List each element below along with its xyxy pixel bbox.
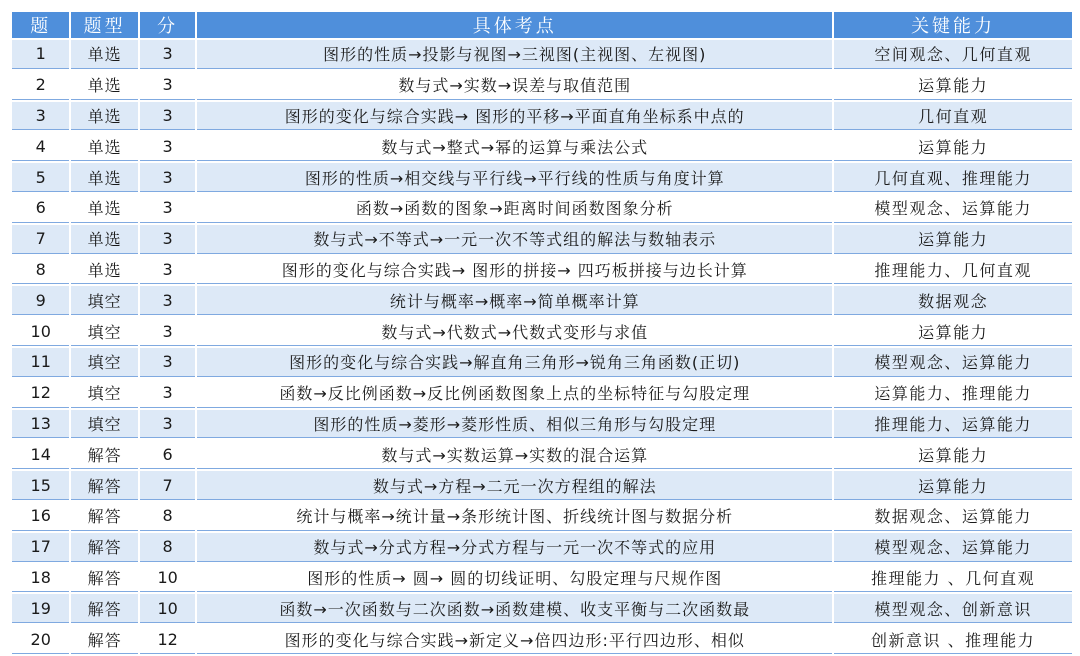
question-type-cell: 单选 [71,256,138,285]
key-ability-cell: 运算能力 [834,71,1072,100]
question-type-cell: 填空 [71,410,138,439]
question-type-cell: 填空 [71,317,138,346]
question-type-cell: 解答 [71,564,138,593]
table-row [12,102,1072,131]
key-ability-cell: 模型观念、运算能力 [834,194,1072,223]
key-ability-cell: 推理能力、运算能力 [834,410,1072,439]
question-number-cell: 16 [12,502,69,531]
table-row [12,71,1072,100]
score-cell: 6 [140,440,195,469]
question-number-cell: 19 [12,594,69,623]
table-row [12,594,1072,623]
table-row [12,471,1072,500]
question-number-cell: 1 [12,40,69,69]
topic-cell: 数与式→整式→幂的运算与乘法公式 [197,132,832,161]
question-number-cell: 3 [12,102,69,131]
question-number-cell: 14 [12,440,69,469]
topic-cell: 数与式→方程→二元一次方程组的解法 [197,471,832,500]
key-ability-cell: 空间观念、几何直观 [834,40,1072,69]
topic-cell: 数与式→实数→误差与取值范围 [197,71,832,100]
key-ability-cell: 运算能力、推理能力 [834,379,1072,408]
topic-cell: 图形的变化与综合实践→ 图形的拼接→ 四巧板拼接与边长计算 [197,256,832,285]
score-cell: 10 [140,564,195,593]
question-type-cell: 解答 [71,502,138,531]
header-score: 分 [140,12,195,38]
topic-cell: 函数→函数的图象→距离时间函数图象分析 [197,194,832,223]
question-type-cell: 单选 [71,102,138,131]
header-question-type: 题型 [71,12,138,38]
topic-cell: 图形的性质→ 圆→ 圆的切线证明、勾股定理与尺规作图 [197,564,832,593]
exam-analysis-table [10,10,1074,656]
topic-cell: 数与式→不等式→一元一次不等式组的解法与数轴表示 [197,225,832,254]
topic-cell: 函数→反比例函数→反比例函数图象上点的坐标特征与勾股定理 [197,379,832,408]
question-type-cell: 解答 [71,440,138,469]
topic-cell: 数与式→代数式→代数式变形与求值 [197,317,832,346]
topic-cell: 图形的性质→投影与视图→三视图(主视图、左视图) [197,40,832,69]
key-ability-cell: 创新意识 、推理能力 [834,625,1072,654]
key-ability-cell: 运算能力 [834,225,1072,254]
key-ability-cell: 模型观念、运算能力 [834,533,1072,562]
table-row [12,317,1072,346]
key-ability-cell: 几何直观、推理能力 [834,163,1072,192]
question-type-cell: 解答 [71,594,138,623]
question-number-cell: 5 [12,163,69,192]
key-ability-cell: 数据观念 [834,286,1072,315]
table-row [12,225,1072,254]
question-type-cell: 解答 [71,625,138,654]
score-cell: 3 [140,225,195,254]
score-cell: 3 [140,348,195,377]
question-number-cell: 17 [12,533,69,562]
question-type-cell: 单选 [71,194,138,223]
table-row [12,286,1072,315]
score-cell: 10 [140,594,195,623]
question-type-cell: 单选 [71,40,138,69]
exam-analysis-table-wrapper [10,10,1074,656]
table-row [12,163,1072,192]
key-ability-cell: 模型观念、创新意识 [834,594,1072,623]
question-type-cell: 单选 [71,163,138,192]
topic-cell: 函数→一次函数与二次函数→函数建模、收支平衡与二次函数最 [197,594,832,623]
table-body [12,40,1072,654]
question-number-cell: 11 [12,348,69,377]
question-type-cell: 填空 [71,379,138,408]
table-row [12,440,1072,469]
question-number-cell: 10 [12,317,69,346]
topic-cell: 图形的变化与综合实践→解直角三角形→锐角三角函数(正切) [197,348,832,377]
score-cell: 8 [140,533,195,562]
key-ability-cell: 数据观念、运算能力 [834,502,1072,531]
question-number-cell: 9 [12,286,69,315]
question-number-cell: 13 [12,410,69,439]
question-number-cell: 20 [12,625,69,654]
score-cell: 3 [140,194,195,223]
key-ability-cell: 推理能力、几何直观 [834,256,1072,285]
score-cell: 3 [140,132,195,161]
score-cell: 3 [140,40,195,69]
score-cell: 3 [140,102,195,131]
table-row [12,194,1072,223]
table-row [12,256,1072,285]
question-number-cell: 12 [12,379,69,408]
question-number-cell: 15 [12,471,69,500]
key-ability-cell: 几何直观 [834,102,1072,131]
question-number-cell: 18 [12,564,69,593]
key-ability-cell: 运算能力 [834,132,1072,161]
question-number-cell: 6 [12,194,69,223]
score-cell: 7 [140,471,195,500]
score-cell: 3 [140,317,195,346]
topic-cell: 图形的性质→相交线与平行线→平行线的性质与角度计算 [197,163,832,192]
score-cell: 12 [140,625,195,654]
question-number-cell: 2 [12,71,69,100]
table-row [12,625,1072,654]
topic-cell: 统计与概率→概率→简单概率计算 [197,286,832,315]
score-cell: 8 [140,502,195,531]
score-cell: 3 [140,410,195,439]
key-ability-cell: 运算能力 [834,471,1072,500]
score-cell: 3 [140,286,195,315]
key-ability-cell: 推理能力 、几何直观 [834,564,1072,593]
question-number-cell: 7 [12,225,69,254]
topic-cell: 数与式→分式方程→分式方程与一元一次不等式的应用 [197,533,832,562]
table-row [12,132,1072,161]
question-type-cell: 解答 [71,533,138,562]
key-ability-cell: 运算能力 [834,440,1072,469]
score-cell: 3 [140,71,195,100]
question-type-cell: 填空 [71,286,138,315]
table-row [12,533,1072,562]
question-type-cell: 填空 [71,348,138,377]
key-ability-cell: 模型观念、运算能力 [834,348,1072,377]
table-row [12,410,1072,439]
score-cell: 3 [140,379,195,408]
question-number-cell: 4 [12,132,69,161]
table-row [12,379,1072,408]
question-number-cell: 8 [12,256,69,285]
score-cell: 3 [140,163,195,192]
header-key-ability: 关键能力 [834,12,1072,38]
table-row [12,40,1072,69]
header-question-number: 题 [12,12,69,38]
table-row [12,348,1072,377]
key-ability-cell: 运算能力 [834,317,1072,346]
topic-cell: 图形的变化与综合实践→新定义→倍四边形:平行四边形、相似 [197,625,832,654]
topic-cell: 图形的性质→菱形→菱形性质、相似三角形与勾股定理 [197,410,832,439]
question-type-cell: 单选 [71,132,138,161]
table-row [12,564,1072,593]
question-type-cell: 解答 [71,471,138,500]
header-row [12,12,1072,38]
topic-cell: 数与式→实数运算→实数的混合运算 [197,440,832,469]
topic-cell: 统计与概率→统计量→条形统计图、折线统计图与数据分析 [197,502,832,531]
question-type-cell: 单选 [71,225,138,254]
topic-cell: 图形的变化与综合实践→ 图形的平移→平面直角坐标系中点的 [197,102,832,131]
header-topic: 具体考点 [197,12,832,38]
table-row [12,502,1072,531]
question-type-cell: 单选 [71,71,138,100]
score-cell: 3 [140,256,195,285]
